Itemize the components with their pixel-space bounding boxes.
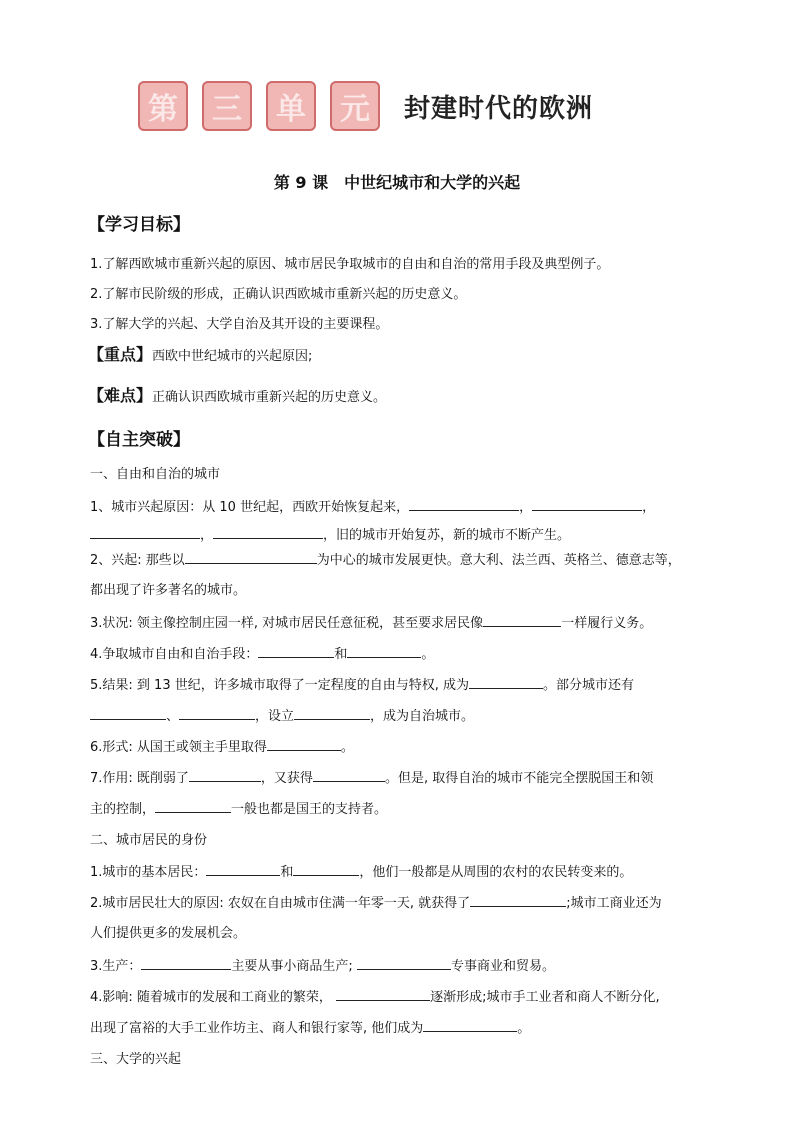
- separator: 。: [517, 1021, 531, 1036]
- question-text: 6.形式: 从国王或领主手里取得: [90, 740, 267, 755]
- answer-blank[interactable]: [347, 643, 421, 658]
- question-line: [90, 767, 653, 786]
- unit-header: [138, 80, 394, 132]
- objectives-heading: 【学习目标】: [88, 215, 190, 235]
- question-text: ，又获得: [260, 771, 313, 786]
- question-text: ，他们一般都是从周围的农村的农民转变来的。: [359, 865, 633, 880]
- unit-char-box: 元: [330, 81, 380, 131]
- question-text: 1、城市兴起原因：从 10 世纪起，西欧开始恢复起来，: [90, 500, 410, 515]
- difficult-point-label: 【难点】: [88, 386, 153, 405]
- answer-blank[interactable]: [155, 798, 231, 813]
- question-text: ，成为自治城市。: [370, 709, 475, 724]
- lesson-title: 第 9 课 中世纪城市和大学的兴起: [273, 173, 521, 192]
- question-line: [90, 705, 474, 724]
- question-text: 逐渐形成;城市手工业者和商人不断分化,: [430, 990, 660, 1005]
- answer-blank[interactable]: [258, 643, 334, 658]
- answer-blank[interactable]: [469, 674, 543, 689]
- question-line: [90, 861, 632, 880]
- answer-blank[interactable]: [470, 892, 566, 907]
- unit-char-box: 三: [202, 81, 252, 131]
- unit-char-box: 单: [266, 81, 316, 131]
- separator: 、: [166, 709, 180, 724]
- part2-title: 二、城市居民的身份: [90, 833, 208, 848]
- answer-blank[interactable]: [213, 524, 323, 539]
- question-text: 。部分城市还有: [543, 678, 635, 693]
- answer-blank[interactable]: [294, 705, 370, 720]
- question-text: 主要从事小商品生产;: [231, 959, 353, 974]
- question-text: 5.结果: 到 13 世纪，许多城市取得了一定程度的自由与特权, 成为: [90, 678, 469, 693]
- question-text: 。但是, 取得自治的城市不能完全摆脱国王和领: [384, 771, 654, 786]
- separator: 。: [340, 740, 354, 755]
- question-line: [90, 892, 662, 911]
- question-text: 4.影响: 随着城市的发展和工商业的繁荣，: [90, 990, 332, 1005]
- part3-title: 三、大学的兴起: [90, 1052, 182, 1067]
- question-text: 和: [334, 647, 348, 662]
- question-text: 为中心的城市发展更快。意大利、法兰西、英格兰、德意志等，: [316, 553, 681, 568]
- question-text: 2.城市居民壮大的原因: 农奴在自由城市住满一年零一天, 就获得了: [90, 896, 471, 911]
- answer-blank[interactable]: [409, 496, 519, 511]
- answer-blank[interactable]: [179, 705, 255, 720]
- question-line: [90, 612, 652, 631]
- answer-blank[interactable]: [141, 955, 231, 970]
- key-point-label: 【重点】: [88, 345, 153, 364]
- question-line: [90, 1017, 530, 1036]
- answer-blank[interactable]: [90, 524, 200, 539]
- key-point: [88, 342, 312, 365]
- separator: 。: [421, 647, 435, 662]
- answer-blank[interactable]: [90, 705, 166, 720]
- question-line: [90, 549, 681, 568]
- objective-item: 3.了解大学的兴起、大学自治及其开设的主要课程。: [90, 317, 389, 332]
- key-point-text: 西欧中世纪城市的兴起原因;: [152, 349, 313, 364]
- answer-blank[interactable]: [423, 1017, 517, 1032]
- question-line: [90, 524, 570, 543]
- question-line: [90, 643, 434, 662]
- unit-title: 封建时代的欧洲: [404, 94, 594, 124]
- question-text: 3.状况: 领主像控制庄园一样, 对城市居民任意征税，甚至要求居民像: [90, 616, 484, 631]
- question-line: [90, 955, 555, 974]
- question-text: 2、兴起: 那些以: [90, 553, 185, 568]
- question-text: 1.城市的基本居民：: [90, 865, 207, 880]
- question-line: [90, 986, 660, 1005]
- part1-title: 一、自由和自治的城市: [90, 467, 221, 482]
- separator: ，: [200, 528, 214, 543]
- question-line: [90, 736, 354, 755]
- question-text: 一般也都是国王的支持者。: [231, 802, 388, 817]
- answer-blank[interactable]: [532, 496, 642, 511]
- objective-item: 1.了解西欧城市重新兴起的原因、城市居民争取城市的自由和自治的常用手段及典型例子。: [90, 257, 610, 272]
- question-text: 3.生产：: [90, 959, 142, 974]
- answer-blank[interactable]: [357, 955, 451, 970]
- difficult-point-text: 正确认识西欧城市重新兴起的历史意义。: [152, 390, 387, 405]
- question-text: 一样履行义务。: [561, 616, 653, 631]
- question-text: 4.争取城市自由和自治手段：: [90, 647, 259, 662]
- question-line: [90, 674, 634, 693]
- separator: ，: [519, 500, 533, 515]
- answer-blank[interactable]: [293, 861, 359, 876]
- answer-blank[interactable]: [206, 861, 280, 876]
- question-text: 都出现了许多著名的城市。: [90, 583, 247, 598]
- answer-blank[interactable]: [267, 736, 341, 751]
- separator: ，: [642, 500, 656, 515]
- question-line: [90, 798, 387, 817]
- answer-blank[interactable]: [313, 767, 385, 782]
- answer-blank[interactable]: [185, 549, 317, 564]
- self-study-heading: 【自主突破】: [88, 430, 190, 450]
- question-text: 7.作用: 既削弱了: [90, 771, 189, 786]
- question-text: 人们提供更多的发展机会。: [90, 926, 247, 941]
- question-text: 主的控制，: [90, 802, 156, 817]
- answer-blank[interactable]: [483, 612, 561, 627]
- question-text: 出现了富裕的大手工业作坊主、商人和银行家等, 他们成为: [90, 1021, 424, 1036]
- question-text: ，旧的城市开始复苏，新的城市不断产生。: [323, 528, 571, 543]
- question-text: 和: [280, 865, 294, 880]
- question-line: [90, 496, 655, 515]
- answer-blank[interactable]: [189, 767, 261, 782]
- question-text: ;城市工商业还为: [566, 896, 662, 911]
- question-text: 专事商业和贸易。: [450, 959, 555, 974]
- answer-blank[interactable]: [336, 986, 430, 1001]
- difficult-point: [88, 383, 386, 406]
- objective-item: 2.了解市民阶级的形成，正确认识西欧城市重新兴起的历史意义。: [90, 287, 467, 302]
- unit-char-box: 第: [138, 81, 188, 131]
- question-text: ，设立: [255, 709, 295, 724]
